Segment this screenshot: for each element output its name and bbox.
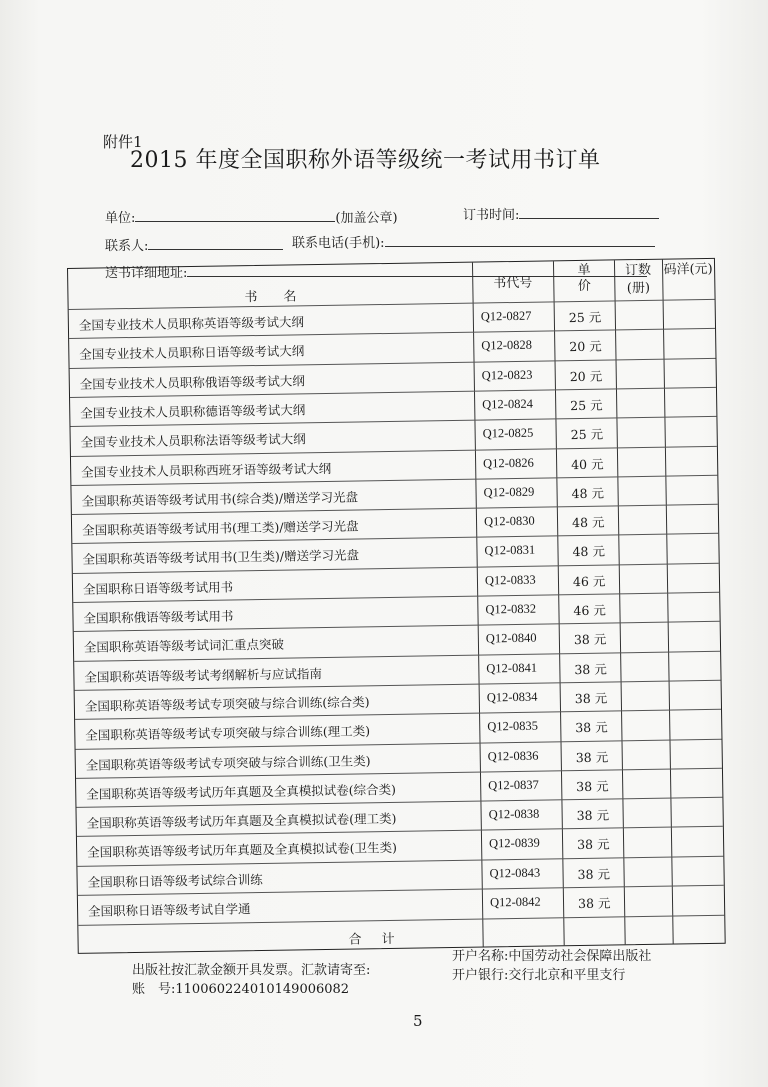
- book-code: Q12-0827: [480, 308, 532, 324]
- unit-price: 48 元: [572, 543, 606, 560]
- book-name: 全国职称英语等级考试用书(卫生类)/赠送学习光盘: [82, 547, 360, 568]
- unit-price: 46 元: [573, 602, 606, 619]
- total-label: 合计: [348, 931, 415, 948]
- attachment-label: 附件1: [103, 133, 143, 151]
- unit-price: 38 元: [577, 836, 610, 853]
- unit-price: 25 元: [570, 426, 604, 443]
- unit-price: 38 元: [574, 690, 608, 706]
- book-code: Q12-0825: [482, 425, 534, 441]
- stamp-note: (加盖公章): [335, 211, 398, 226]
- unit-price: 48 元: [571, 514, 605, 531]
- book-name: 全国职称俄语等级考试用书: [83, 608, 234, 626]
- header-name: 书 名: [244, 289, 297, 306]
- phone-line: [385, 234, 655, 247]
- book-code: Q12-0837: [488, 777, 539, 793]
- order-time-field[interactable]: [463, 204, 659, 223]
- unit-label: 单位:: [105, 211, 136, 226]
- bank-name: 开户银行:交行北京和平里支行: [452, 968, 626, 983]
- unit-price: 25 元: [568, 309, 602, 326]
- book-name: 全国职称英语等级考试历年真题及全真模拟试卷(理工类): [86, 810, 397, 831]
- book-code: Q12-0840: [485, 630, 537, 646]
- page-title: 2015 年度全国职称外语等级统一考试用书订单: [130, 148, 601, 173]
- book-name: 全国专业技术人员职称英语等级考试大纲: [78, 314, 305, 333]
- book-code: Q12-0826: [483, 455, 534, 470]
- page-number: 5: [413, 1012, 423, 1030]
- book-code: Q12-0843: [489, 865, 541, 881]
- account-number: 账 号:110060224010149006082: [132, 982, 350, 997]
- address-label: 送书详细地址:: [105, 266, 188, 281]
- book-name: 全国职称英语等级考试专项突破与综合训练(理工类): [85, 723, 371, 743]
- book-name: 全国职称日语等级考试综合训练: [87, 871, 263, 890]
- invoice-note: 出版社按汇款金额开具发票。汇款请寄至:: [132, 963, 371, 978]
- book-name: 全国职称日语等级考试自学通: [87, 901, 251, 919]
- book-name: 全国专业技术人员职称法语等级考试大纲: [80, 431, 306, 450]
- unit-price: 38 元: [573, 631, 607, 648]
- unit-price: 40 元: [571, 456, 604, 472]
- unit-price: 20 元: [569, 368, 603, 384]
- unit-price: 25 元: [570, 397, 603, 414]
- order-time-line: [519, 206, 659, 219]
- book-name: 全国职称英语等级考试专项突破与综合训练(卫生类): [85, 752, 371, 773]
- unit-price: 20 元: [569, 338, 602, 355]
- header-amount: 码洋(元): [663, 261, 713, 278]
- book-name: 全国职称英语等级考试用书(理工类)/赠送学习光盘: [82, 518, 359, 538]
- book-name: 全国职称英语等级考试历年真题及全真模拟试卷(综合类): [86, 781, 397, 802]
- book-code: Q12-0828: [481, 338, 533, 353]
- account-name: 开户名称:中国劳动社会保障出版社: [452, 949, 652, 964]
- book-code: Q12-0836: [487, 748, 539, 763]
- book-name: 全国职称英语等级考试考纲解析与应试指南: [84, 665, 323, 685]
- unit-price: 38 元: [575, 749, 609, 765]
- book-code: Q12-0824: [482, 396, 534, 412]
- contact-field[interactable]: [105, 235, 283, 254]
- unit-price: 38 元: [575, 719, 608, 736]
- header-code: 书代号: [493, 275, 533, 292]
- book-code: Q12-0833: [484, 572, 536, 588]
- phone-field[interactable]: [292, 232, 655, 251]
- unit-price: 38 元: [574, 661, 607, 677]
- book-code: Q12-0838: [488, 806, 540, 822]
- book-name: 全国专业技术人员职称日语等级考试大纲: [79, 343, 305, 363]
- header-price: 单价: [577, 262, 591, 294]
- order-time-label: 订书时间:: [463, 208, 520, 223]
- unit-price: 38 元: [576, 807, 610, 824]
- book-name: 全国职称英语等级考试专项突破与综合训练(综合类): [84, 694, 370, 714]
- unit-price: 38 元: [576, 778, 609, 794]
- phone-label: 联系电话(手机):: [292, 236, 385, 251]
- unit-price: 38 元: [577, 895, 611, 912]
- book-name: 全国职称英语等级考试历年真题及全真模拟试卷(卫生类): [87, 840, 398, 861]
- unit-price: 38 元: [577, 866, 611, 882]
- order-table: [67, 258, 726, 954]
- unit-line: [135, 209, 335, 222]
- unit-price: 46 元: [572, 573, 606, 589]
- book-code: Q12-0832: [485, 601, 537, 617]
- book-code: Q12-0823: [481, 367, 533, 383]
- book-name: 全国专业技术人员职称俄语等级考试大纲: [79, 372, 305, 392]
- unit-price: 48 元: [571, 485, 605, 501]
- book-code: Q12-0834: [486, 689, 538, 705]
- book-code: Q12-0830: [483, 513, 535, 529]
- book-code: Q12-0839: [488, 836, 540, 851]
- book-name: 全国职称日语等级考试用书: [82, 579, 234, 597]
- contact-line: [148, 237, 283, 250]
- book-name: 全国专业技术人员职称西班牙语等级考试大纲: [81, 460, 332, 480]
- book-code: Q12-0841: [486, 660, 538, 676]
- book-code: Q12-0829: [483, 484, 535, 500]
- book-name: 全国职称英语等级考试词汇重点突破: [83, 636, 285, 656]
- book-name: 全国专业技术人员职称德语等级考试大纲: [80, 402, 306, 421]
- header-quantity: 订数(册): [624, 262, 652, 297]
- book-name: 全国职称英语等级考试用书(综合类)/赠送学习光盘: [81, 489, 359, 509]
- contact-label: 联系人:: [105, 239, 149, 254]
- book-code: Q12-0831: [484, 543, 536, 558]
- book-code: Q12-0835: [487, 718, 539, 734]
- book-code: Q12-0842: [489, 894, 541, 910]
- unit-field[interactable]: [105, 207, 398, 226]
